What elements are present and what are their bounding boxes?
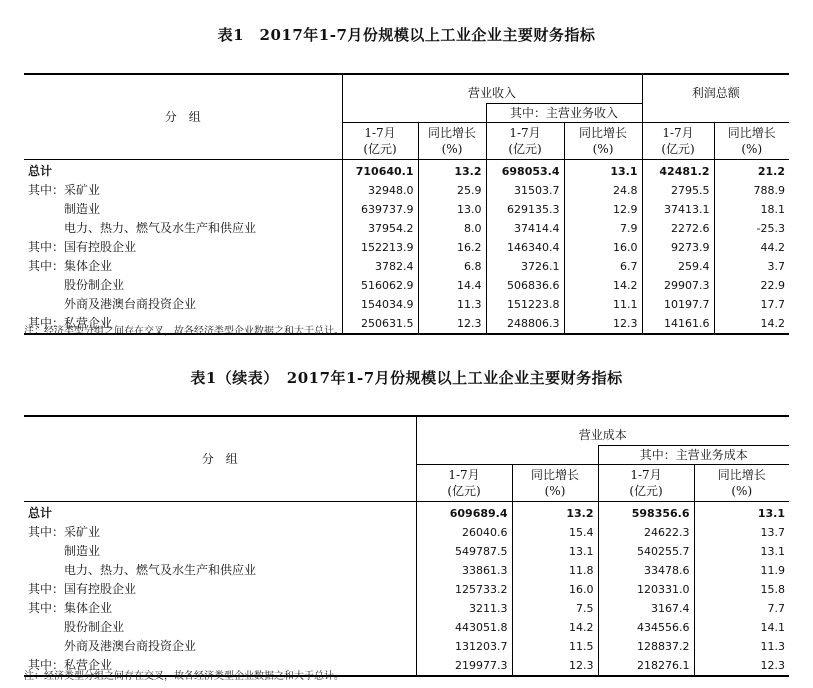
table-row	[24, 181, 789, 200]
row-prefix: 其中：	[28, 240, 65, 254]
cell-value: 3782.4	[342, 257, 418, 276]
cell-value: 44.2	[714, 238, 789, 257]
table-row	[24, 219, 789, 238]
cell-value: 9273.9	[642, 238, 714, 257]
cell-value: 16.0	[512, 580, 598, 599]
table-row	[24, 580, 789, 599]
cell-value: 146340.4	[486, 238, 564, 257]
sub-growth-header: 同比增长 (%)	[512, 465, 598, 502]
cell-value: 609689.4	[416, 502, 512, 524]
row-label	[24, 295, 342, 314]
sub-period-header: 1-7月 (亿元)	[598, 465, 694, 502]
cell-value: 37414.4	[486, 219, 564, 238]
row-prefix: 总计	[28, 506, 53, 520]
cell-value: 22.9	[714, 276, 789, 295]
row-name: 电力、热力、燃气及水生产和供应业	[64, 563, 257, 577]
cell-value: 120331.0	[598, 580, 694, 599]
cell-value: 219977.3	[416, 656, 512, 676]
cell-value: 639737.9	[342, 200, 418, 219]
cell-value: 33478.6	[598, 561, 694, 580]
cell-value: 12.3	[564, 314, 642, 334]
sub-growth-header: 同比增长 (%)	[418, 123, 486, 160]
cell-value: 13.2	[512, 502, 598, 524]
cell-value: 33861.3	[416, 561, 512, 580]
cell-value: 7.5	[512, 599, 598, 618]
cell-value: 32948.0	[342, 181, 418, 200]
cell-value: 443051.8	[416, 618, 512, 637]
row-label	[24, 238, 342, 257]
table-row	[24, 502, 789, 524]
cell-value: 250631.5	[342, 314, 418, 334]
col-main-cost: 其中：主营业务成本	[598, 446, 789, 465]
row-name: 外商及港澳台商投资企业	[64, 639, 197, 653]
group-header: 分 组	[24, 416, 416, 502]
cell-value: 698053.4	[486, 160, 564, 182]
table-row	[24, 295, 789, 314]
cell-value: -25.3	[714, 219, 789, 238]
row-label	[24, 580, 416, 599]
cell-value: 14.2	[714, 314, 789, 334]
cell-value: 218276.1	[598, 656, 694, 676]
cell-value: 17.7	[714, 295, 789, 314]
table-row	[24, 618, 789, 637]
cell-value: 3167.4	[598, 599, 694, 618]
cell-value: 154034.9	[342, 295, 418, 314]
cell-value: 12.3	[512, 656, 598, 676]
row-label	[24, 181, 342, 200]
sub-period-header: 1-7月 (亿元)	[486, 123, 564, 160]
cell-value: 21.2	[714, 160, 789, 182]
cell-value: 12.3	[694, 656, 789, 676]
row-prefix: 其中：	[28, 582, 65, 596]
row-name: 外商及港澳台商投资企业	[64, 297, 197, 311]
row-prefix: 其中：	[28, 316, 65, 330]
row-label	[24, 618, 416, 637]
table-row	[24, 257, 789, 276]
row-label	[24, 561, 416, 580]
table2	[24, 415, 789, 677]
sub-period-header: 1-7月 (亿元)	[342, 123, 418, 160]
row-label	[24, 200, 342, 219]
row-name: 股份制企业	[64, 620, 125, 634]
row-name: 采矿业	[64, 525, 101, 539]
row-label	[24, 276, 342, 295]
cell-value: 152213.9	[342, 238, 418, 257]
cell-value: 11.3	[694, 637, 789, 656]
cell-value: 3211.3	[416, 599, 512, 618]
row-label	[24, 637, 416, 656]
cell-value: 8.0	[418, 219, 486, 238]
cell-value: 14.1	[694, 618, 789, 637]
row-label	[24, 542, 416, 561]
cell-value: 125733.2	[416, 580, 512, 599]
cell-value: 13.1	[694, 502, 789, 524]
cell-value: 37954.2	[342, 219, 418, 238]
cell-value: 11.9	[694, 561, 789, 580]
cell-value: 13.2	[418, 160, 486, 182]
cell-value: 3726.1	[486, 257, 564, 276]
cell-value: 516062.9	[342, 276, 418, 295]
cell-value: 11.3	[418, 295, 486, 314]
row-name: 电力、热力、燃气及水生产和供应业	[64, 221, 257, 235]
cell-value: 13.1	[694, 542, 789, 561]
row-prefix: 其中：	[28, 525, 65, 539]
col-revenue: 营业收入	[342, 74, 642, 104]
col-profit: 利润总额	[642, 74, 789, 123]
row-name: 私营企业	[64, 658, 113, 672]
row-label	[24, 523, 416, 542]
cell-value: 16.2	[418, 238, 486, 257]
row-label	[24, 599, 416, 618]
row-name: 制造业	[64, 202, 101, 216]
table-row	[24, 276, 789, 295]
sub-growth-header: 同比增长 (%)	[564, 123, 642, 160]
cell-value: 10197.7	[642, 295, 714, 314]
cell-value: 598356.6	[598, 502, 694, 524]
table-row	[24, 561, 789, 580]
sub-period-header: 1-7月 (亿元)	[642, 123, 714, 160]
cell-value: 2272.6	[642, 219, 714, 238]
sub-growth-header: 同比增长 (%)	[694, 465, 789, 502]
cell-value: 16.0	[564, 238, 642, 257]
cell-value: 26040.6	[416, 523, 512, 542]
cell-value: 11.8	[512, 561, 598, 580]
cell-value: 6.7	[564, 257, 642, 276]
table-row	[24, 160, 789, 182]
cell-value: 7.7	[694, 599, 789, 618]
group-header: 分 组	[24, 74, 342, 160]
cell-value: 15.4	[512, 523, 598, 542]
cell-value: 128837.2	[598, 637, 694, 656]
row-label	[24, 219, 342, 238]
row-prefix: 其中：	[28, 259, 65, 273]
cell-value: 151223.8	[486, 295, 564, 314]
row-label	[24, 502, 416, 524]
row-label	[24, 160, 342, 182]
row-name: 国有控股企业	[64, 240, 137, 254]
sub-growth-header: 同比增长 (%)	[714, 123, 789, 160]
cell-value: 18.1	[714, 200, 789, 219]
cell-value: 11.5	[512, 637, 598, 656]
cell-value: 248806.3	[486, 314, 564, 334]
cell-value: 2795.5	[642, 181, 714, 200]
row-label	[24, 257, 342, 276]
cell-value: 37413.1	[642, 200, 714, 219]
row-prefix: 其中：	[28, 658, 65, 672]
row-prefix: 其中：	[28, 183, 65, 197]
cell-value: 6.8	[418, 257, 486, 276]
cell-value: 13.7	[694, 523, 789, 542]
row-name: 采矿业	[64, 183, 101, 197]
cell-value: 14161.6	[642, 314, 714, 334]
cell-value: 549787.5	[416, 542, 512, 561]
cell-value: 13.1	[564, 160, 642, 182]
row-name: 集体企业	[64, 259, 113, 273]
cell-value: 12.3	[418, 314, 486, 334]
cell-value: 13.0	[418, 200, 486, 219]
col-main-revenue: 其中：主营业务收入	[486, 104, 642, 123]
table-row	[24, 637, 789, 656]
cell-value: 7.9	[564, 219, 642, 238]
cell-value: 15.8	[694, 580, 789, 599]
cell-value: 14.4	[418, 276, 486, 295]
cell-value: 42481.2	[642, 160, 714, 182]
row-prefix: 其中：	[28, 601, 65, 615]
table1-note: 注：经济类型分组之间存在交叉，故各经济类型企业数据之和大于总计。	[24, 326, 344, 337]
cell-value: 24622.3	[598, 523, 694, 542]
row-prefix: 总计	[28, 164, 53, 178]
cell-value: 12.9	[564, 200, 642, 219]
cell-value: 11.1	[564, 295, 642, 314]
cell-value: 31503.7	[486, 181, 564, 200]
table-row	[24, 599, 789, 618]
cell-value: 629135.3	[486, 200, 564, 219]
cell-value: 29907.3	[642, 276, 714, 295]
table-row	[24, 523, 789, 542]
table2-note: 注：经济类型分组之间存在交叉，故各经济类型企业数据之和大于总计。	[24, 671, 344, 682]
cell-value: 131203.7	[416, 637, 512, 656]
cell-value: 24.8	[564, 181, 642, 200]
cell-value: 14.2	[512, 618, 598, 637]
cell-value: 506836.6	[486, 276, 564, 295]
table-row	[24, 542, 789, 561]
table1-title: 表1 2017年1-7月份规模以上工业企业主要财务指标	[217, 26, 596, 44]
row-name: 国有控股企业	[64, 582, 137, 596]
cell-value: 25.9	[418, 181, 486, 200]
row-name: 私营企业	[64, 316, 113, 330]
row-name: 集体企业	[64, 601, 113, 615]
cell-value: 13.1	[512, 542, 598, 561]
cell-value: 259.4	[642, 257, 714, 276]
table-row	[24, 200, 789, 219]
row-name: 股份制企业	[64, 278, 125, 292]
cell-value: 434556.6	[598, 618, 694, 637]
cell-value: 540255.7	[598, 542, 694, 561]
cell-value: 3.7	[714, 257, 789, 276]
table-row	[24, 238, 789, 257]
cell-value: 788.9	[714, 181, 789, 200]
table1	[24, 73, 789, 335]
cell-value: 14.2	[564, 276, 642, 295]
row-name: 制造业	[64, 544, 101, 558]
table2-title: 表1（续表） 2017年1-7月份规模以上工业企业主要财务指标	[190, 369, 623, 387]
col-cost: 营业成本	[416, 416, 789, 446]
cell-value: 710640.1	[342, 160, 418, 182]
sub-period-header: 1-7月 (亿元)	[416, 465, 512, 502]
